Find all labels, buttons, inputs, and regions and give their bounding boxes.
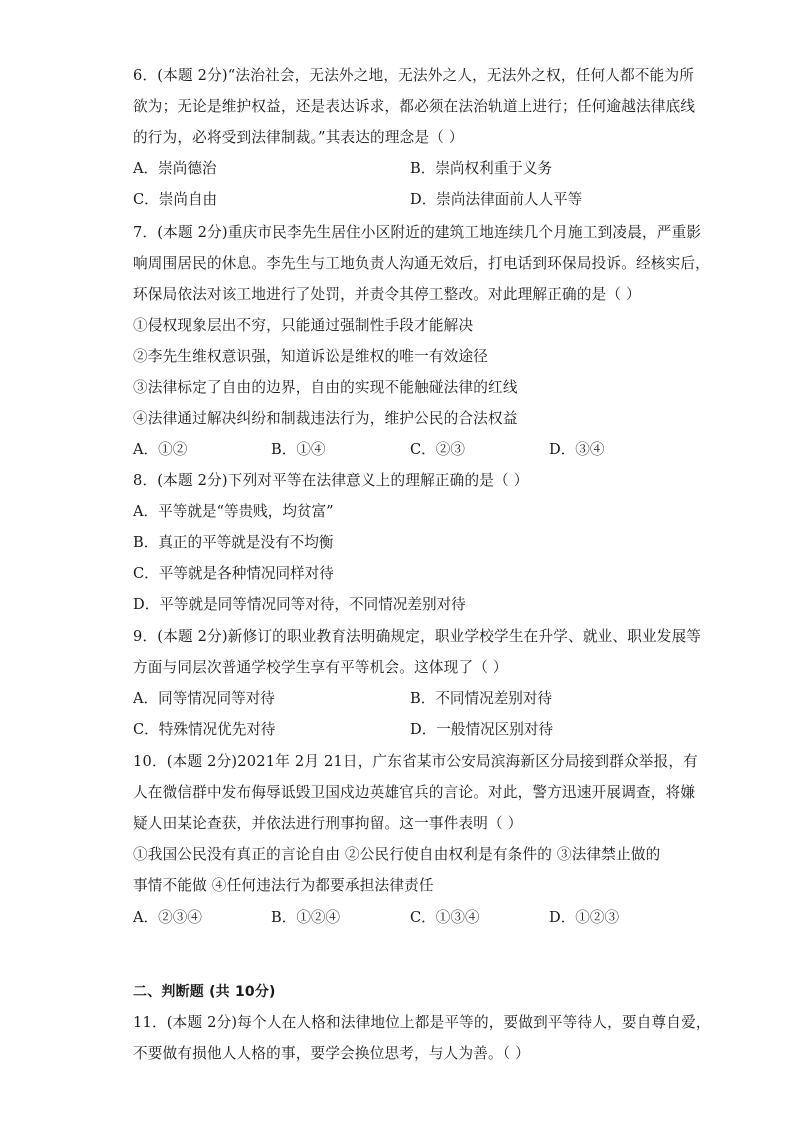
question-10-line-2: 人在微信群中发布侮辱诋毁卫国戍边英雄官兵的言论。对此，警方迅速开展调查，将嫌 [133, 784, 696, 801]
question-9-line-2: 方面与同层次普通学校学生享有平等机会。这体现了（ ） [133, 659, 508, 676]
question-8-option-b: B．真正的平等就是没有不均衡 [133, 534, 334, 551]
question-9-line-1: 9．(本题 2分)新修订的职业教育法明确规定，职业学校学生在升学、就业、职业发展等 [133, 628, 702, 645]
question-6-option-c: C．崇尚自由 [133, 191, 218, 208]
question-8-option-a: A．平等就是“等贵贱，均贫富” [133, 503, 334, 520]
question-11-line-1: 11．(本题 2分)每个人在人格和法律地位上都是平等的，要做到平等待人，要自尊自爱， [133, 1014, 711, 1031]
question-10-line-3: 疑人田某论查获，并依法进行刑事拘留。这一事件表明（ ） [133, 815, 523, 832]
question-7-statement-4: ④法律通过解决纠纷和制裁违法行为，维护公民的合法权益 [133, 410, 518, 427]
question-8-line-1: 8．(本题 2分)下列对平等在法律意义上的理解正确的是（ ） [133, 472, 529, 489]
question-10-statements-line-1: ①我国公民没有真正的言论自由 ②公民行使自由权利是有条件的 ③法律禁止做的 [133, 846, 661, 863]
question-9-option-d: D．一般情况区别对待 [410, 721, 554, 738]
question-10-line-1: 10．(本题 2分)2021年 2月 21日，广东省某市公安局滨海新区分局接到群众举报，有 [133, 753, 698, 770]
question-7-line-1: 7．(本题 2分)重庆市民李先生居住小区附近的建筑工地连续几个月施工到凌晨，严重影 [133, 224, 702, 241]
question-6-option-d: D．崇尚法律面前人人平等 [410, 191, 583, 208]
question-9-option-b: B．不同情况差别对待 [410, 690, 553, 707]
question-10-option-b: B．①②④ [271, 909, 341, 926]
question-8-option-c: C．平等就是各种情况同样对待 [133, 565, 334, 582]
question-7-statement-2: ②李先生维权意识强，知道诉讼是维权的唯一有效途径 [133, 348, 489, 365]
question-7-option-a: A．①② [133, 441, 188, 458]
question-7-statement-1: ①侵权现象层出不穷，只能通过强制性手段才能解决 [133, 317, 474, 334]
question-6-line-2: 欲为；无论是维护权益，还是表达诉求，都必须在法治轨道上进行；任何逾越法律底线 [133, 98, 696, 115]
section-2-heading: 二、判断题 (共 10分) [133, 984, 276, 1000]
question-7-option-d: D．③④ [549, 441, 605, 458]
question-11-line-2: 不要做有损他人人格的事，要学会换位思考，与人为善。（ ） [133, 1045, 530, 1062]
question-10-option-a: A．②③④ [133, 909, 202, 926]
question-10-statements-line-2: 事情不能做 ④任何违法行为都要承担法律责任 [133, 877, 434, 894]
question-7-line-2: 响周围居民的休息。李先生与工地负责人沟通无效后，打电话到环保局投诉。经核实后， [133, 255, 710, 272]
question-10-option-c: C．①③④ [410, 909, 480, 926]
question-6-line-1: 6．(本题 2分)“法治社会，无法外之地，无法外之人，无法外之权，任何人都不能为所 [133, 67, 695, 84]
question-7-option-c: C．②③ [410, 441, 465, 458]
question-8-option-d: D．平等就是同等情况同等对待，不同情况差别对待 [133, 596, 466, 613]
question-6-option-b: B．崇尚权利重于义务 [410, 160, 553, 177]
question-7-statement-3: ③法律标定了自由的边界，自由的实现不能触碰法律的红线 [133, 379, 518, 396]
question-7-option-b: B．①④ [271, 441, 326, 458]
question-10-option-d: D．①②③ [549, 909, 620, 926]
question-7-line-3: 环保局依法对该工地进行了处罚，并责令其停工整改。对此理解正确的是（ ） [133, 286, 641, 303]
question-6-option-a: A．崇尚德治 [133, 160, 217, 177]
question-9-option-a: A．同等情况同等对待 [133, 690, 275, 707]
question-9-option-c: C．特殊情况优先对待 [133, 721, 276, 738]
question-6-line-3: 的行为，必将受到法律制裁。”其表达的理念是（ ） [133, 129, 464, 146]
